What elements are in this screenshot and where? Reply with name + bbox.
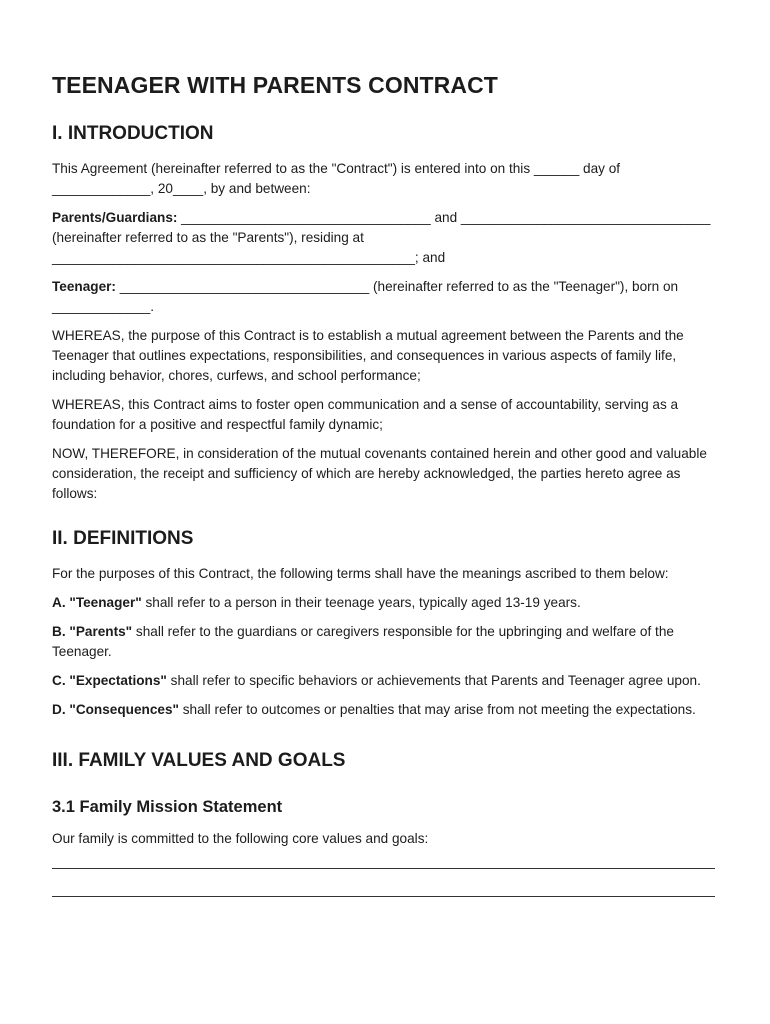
fill-in-line[interactable] [52, 868, 715, 869]
teenager-paragraph [52, 277, 718, 317]
definition-item [52, 593, 718, 613]
whereas-paragraph-2: WHEREAS, this Contract aims to foster open communication and a sense of accountability, serving as a foundation for a positive and respectful family dynamic; [52, 397, 679, 432]
definition-term: B. "Parents" [52, 624, 133, 639]
definition-term: D. "Consequences" [52, 702, 179, 717]
document-title: TEENAGER WITH PARENTS CONTRACT [52, 72, 498, 98]
teenager-label: Teenager: [52, 279, 116, 294]
intro-paragraph: This Agreement (hereinafter referred to as the "Contract") is entered into on this ______ day of _____________, 20____, by and between: [52, 161, 621, 196]
parents-label: Parents/Guardians: [52, 210, 178, 225]
section-heading-family-values: III. FAMILY VALUES AND GOALS [52, 750, 346, 771]
parents-paragraph [52, 208, 718, 268]
teenager-text: _________________________________ (hereinafter referred to as the "Teenager"), born on _____________. [52, 279, 679, 314]
definition-text: shall refer to the guardians or caregivers responsible for the upbringing and welfare of the Teenager. [52, 624, 674, 659]
definition-text: shall refer to specific behaviors or achievements that Parents and Teenager agree upon. [166, 673, 701, 688]
section-heading-introduction: I. INTRODUCTION [52, 123, 214, 144]
definition-text: shall refer to a person in their teenage years, typically aged 13-19 years. [141, 595, 581, 610]
definitions-intro: For the purposes of this Contract, the following terms shall have the meanings ascribed to them below: [52, 566, 669, 581]
definition-text: shall refer to outcomes or penalties that may arise from not meeting the expectations. [178, 702, 696, 717]
now-therefore-paragraph: NOW, THEREFORE, in consideration of the mutual covenants contained herein and other good and valuable consideration, the receipt and sufficiency of which are hereby acknowledged, the parties hereto agree as follows: [52, 446, 707, 501]
subsection-heading-mission: 3.1 Family Mission Statement [52, 798, 283, 816]
definition-term: A. "Teenager" [52, 595, 142, 610]
mission-intro: Our family is committed to the following core values and goals: [52, 831, 429, 846]
parents-text: _________________________________ and _________________________________ (hereinafter referred to as the "Parents"), residing at ________________________________________________; and [52, 210, 711, 265]
definition-term: C. "Expectations" [52, 673, 167, 688]
fill-in-line[interactable] [52, 896, 715, 897]
whereas-paragraph-1: WHEREAS, the purpose of this Contract is to establish a mutual agreement between the Parents and the Teenager that outlines expectations, responsibilities, and consequences in various aspects of family life, including behavior, chores, curfews, and school performance; [52, 328, 684, 383]
section-heading-definitions: II. DEFINITIONS [52, 528, 194, 549]
definition-item [52, 671, 718, 691]
definition-item [52, 700, 718, 720]
definition-item [52, 622, 718, 662]
